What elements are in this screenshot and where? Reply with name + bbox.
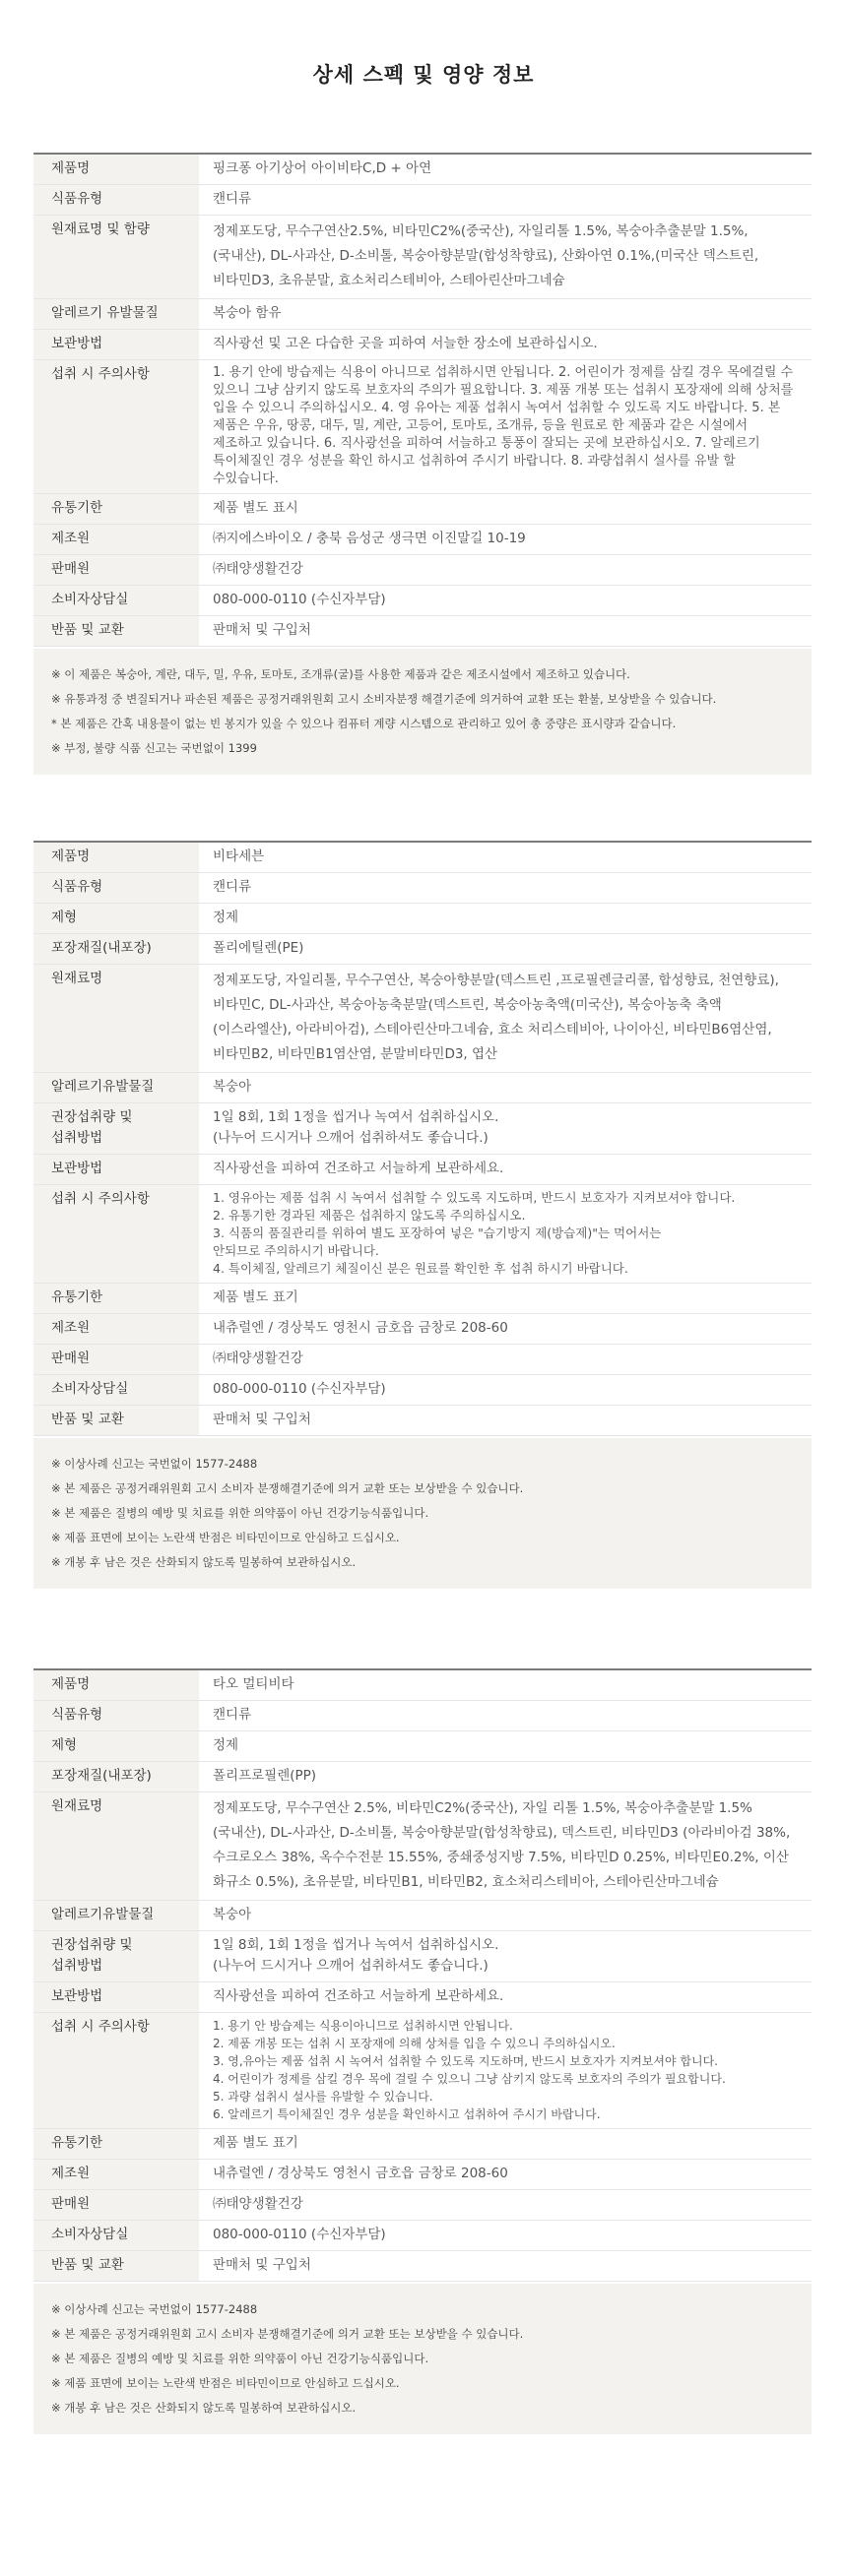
table-row — [33, 2013, 812, 2129]
note-line: ※ 개봉 후 남은 것은 산화되지 않도록 밀봉하여 보관하십시오. — [51, 2401, 357, 2415]
row-label: 제조원 — [33, 1314, 199, 1345]
notes-box — [33, 1438, 812, 1589]
row-value: 1일 8회, 1회 1정을 씹거나 녹여서 섭취하십시오. (나누어 드시거나 으깨어 섭취하셔도 좋습니다.) — [199, 1931, 812, 1982]
table-row — [33, 299, 812, 330]
table-row — [33, 216, 812, 299]
row-value: 복숭아 — [199, 1073, 812, 1103]
table-row — [33, 1931, 812, 1982]
notes-box — [33, 649, 812, 775]
row-label: 제품명 — [33, 1669, 199, 1701]
table-row — [33, 360, 812, 494]
row-label: 포장재질(내포장) — [33, 934, 199, 965]
row-label: 식품유형 — [33, 185, 199, 216]
spec-section-3 — [33, 1668, 812, 2434]
row-label: 알레르기 유발물질 — [33, 299, 199, 330]
row-value: 캔디류 — [199, 873, 812, 904]
row-value: 판매처 및 구입처 — [199, 1406, 812, 1436]
table-row — [33, 2129, 812, 2160]
note-line: ※ 본 제품은 질병의 예방 및 치료를 위한 의약품이 아닌 건강기능식품입니다. — [51, 2352, 429, 2365]
table-row — [33, 154, 812, 185]
note-line: ※ 제품 표면에 보이는 노란색 반점은 비타민이므로 안심하고 드십시오. — [51, 2376, 400, 2390]
row-label: 반품 및 교환 — [33, 1406, 199, 1436]
row-label: 원재료명 및 함량 — [33, 216, 199, 299]
table-row — [33, 1314, 812, 1345]
row-label: 제조원 — [33, 525, 199, 555]
row-value: 내츄럴엔 / 경상북도 영천시 금호읍 금창로 208-60 — [199, 1314, 812, 1345]
row-label: 유통기한 — [33, 494, 199, 525]
spec-table — [33, 153, 812, 647]
row-label: 보관방법 — [33, 330, 199, 360]
row-value: 1. 용기 안 방습제는 식용이아니므로 섭취하시면 안됩니다. 2. 제품 개봉 또는 섭취 시 포장재에 의해 상처를 입을 수 있으니 주의하십시오. 3. 영,유아는 제품 섭취 시 녹여서 섭취할 수 있도록 지도하며, 반드시 보호자가 지켜보셔야 합니다. 4. 어린이가 정제를 삼킬 경우 목에 걸릴 수 있으니 그냥 삼키지 않도록 보호자의 주의가 필요합니다. 5. 과량 섭취시 설사를 유발할 수 있습니다. 6. 알레르기 특이체질인 경우 성분을 확인하시고 섭취하여 주시기 바랍니다. — [199, 2013, 812, 2129]
table-row — [33, 586, 812, 616]
row-value: ㈜태양생활건강 — [199, 2190, 812, 2221]
table-row — [33, 1731, 812, 1762]
table-row — [33, 1762, 812, 1792]
row-value: 정제포도당, 무수구연산 2.5%, 비타민C2%(중국산), 자일 리톨 1.5%, 복숭아추출분말 1.5%(국내산), DL-사과산, D-소비톨, 복숭아향분말(합성착향료), 덱스트린, 비타민D3 (아라비아검 38%, 수크로오스 38%, 옥수수전분 15.55%, 중쇄중성지방 7.5%, 비타민D 0.25%, 비타민E0.2%, 이산 화규소 0.5%), 초유분말, 비타민B1, 비타민B2, 효소처리스테비아, 스테아린산마그네슘 — [199, 1792, 812, 1901]
row-value: 정제포도당, 무수구연산2.5%, 비타민C2%(중국산), 자일리톨 1.5%, 복숭아추출분말 1.5%, (국내산), DL-사과산, D-소비톨, 복숭아향분말(합성착향료), 산화아연 0.1%,(미국산 덱스트린, 비타민D3, 초유분말, 효소처리스테비아, 스테아린산마그네슘 — [199, 216, 812, 299]
table-row — [33, 1406, 812, 1436]
row-label: 판매원 — [33, 1345, 199, 1375]
row-label: 유통기한 — [33, 2129, 199, 2160]
note-line: ※ 유통과정 중 변질되거나 파손된 제품은 공정거래위원회 고시 소비자분쟁 해결기준에 의거하여 교환 또는 환불, 보상받을 수 있습니다. — [51, 692, 717, 706]
row-value: 캔디류 — [199, 185, 812, 216]
row-value: 핑크퐁 아기상어 아이비타C,D + 아연 — [199, 154, 812, 185]
row-value: 제품 별도 표기 — [199, 1284, 812, 1314]
table-row — [33, 1792, 812, 1901]
notes-box — [33, 2284, 812, 2434]
row-value: 제품 별도 표기 — [199, 2129, 812, 2160]
table-row — [33, 1375, 812, 1406]
spec-section-2 — [33, 841, 812, 1589]
spec-table — [33, 1668, 812, 2282]
row-label: 소비자상담실 — [33, 2221, 199, 2251]
row-label: 식품유형 — [33, 1701, 199, 1731]
row-label: 제품명 — [33, 154, 199, 185]
row-value: 1. 영유아는 제품 섭취 시 녹여서 섭취할 수 있도록 지도하며, 반드시 보호자가 지켜보셔야 합니다. 2. 유통기한 경과된 제품은 섭취하지 않도록 주의하십시오. 3. 식품의 품질관리를 위하여 별도 포장하여 넣은 "습기방지 제(방습제)"는 먹어서는 안되므로 주의하시기 바랍니다. 4. 특이체질, 알레르기 체질이신 분은 원료를 확인한 후 섭취 하시기 바랍니다. — [199, 1185, 812, 1284]
row-label: 알레르기유발물질 — [33, 1073, 199, 1103]
row-label: 소비자상담실 — [33, 586, 199, 616]
row-label: 판매원 — [33, 2190, 199, 2221]
table-row — [33, 1982, 812, 2013]
table-row — [33, 1669, 812, 1701]
row-value: ㈜태양생활건강 — [199, 1345, 812, 1375]
row-label: 섭취 시 주의사항 — [33, 360, 199, 494]
row-value: 080-000-0110 (수신자부담) — [199, 2221, 812, 2251]
note-line: ※ 본 제품은 공정거래위원회 고시 소비자 분쟁해결기준에 의거 교환 또는 보상받을 수 있습니다. — [51, 1481, 524, 1495]
row-label: 보관방법 — [33, 1155, 199, 1185]
row-value: 정제 — [199, 904, 812, 934]
row-label: 보관방법 — [33, 1982, 199, 2013]
table-row — [33, 1073, 812, 1103]
row-label: 섭취 시 주의사항 — [33, 2013, 199, 2129]
table-row — [33, 2251, 812, 2282]
note-line: ※ 부정, 불량 식품 신고는 국번없이 1399 — [51, 741, 257, 755]
row-label: 식품유형 — [33, 873, 199, 904]
table-row — [33, 1185, 812, 1284]
row-value: 복숭아 — [199, 1901, 812, 1931]
note-line: ※ 이 제품은 복숭아, 계란, 대두, 밀, 우유, 토마토, 조개류(굴)를 사용한 제품과 같은 제조시설에서 제조하고 있습니다. — [51, 667, 630, 681]
row-label: 원재료명 — [33, 1792, 199, 1901]
row-value: 080-000-0110 (수신자부담) — [199, 586, 812, 616]
row-value: 080-000-0110 (수신자부담) — [199, 1375, 812, 1406]
table-row — [33, 934, 812, 965]
row-value: 직사광선을 피하여 건조하고 서늘하게 보관하세요. — [199, 1155, 812, 1185]
row-label: 포장재질(내포장) — [33, 1762, 199, 1792]
row-label: 원재료명 — [33, 965, 199, 1073]
table-row — [33, 1701, 812, 1731]
table-row — [33, 494, 812, 525]
row-label: 반품 및 교환 — [33, 2251, 199, 2282]
table-row — [33, 842, 812, 873]
row-value: 폴리프로필렌(PP) — [199, 1762, 812, 1792]
row-value: 내츄럴엔 / 경상북도 영천시 금호읍 금창로 208-60 — [199, 2160, 812, 2190]
row-value: 1일 8회, 1회 1정을 씹거나 녹여서 섭취하십시오. (나누어 드시거나 으깨어 섭취하셔도 좋습니다.) — [199, 1103, 812, 1155]
row-value: 판매처 및 구입처 — [199, 616, 812, 647]
table-row — [33, 904, 812, 934]
table-row — [33, 965, 812, 1073]
row-value: 캔디류 — [199, 1701, 812, 1731]
table-row — [33, 525, 812, 555]
note-line: ※ 이상사례 신고는 국번없이 1577-2488 — [51, 1457, 258, 1471]
row-label: 알레르기유발물질 — [33, 1901, 199, 1931]
table-row — [33, 555, 812, 586]
row-label: 섭취 시 주의사항 — [33, 1185, 199, 1284]
row-label: 권장섭취량 및 섭취방법 — [33, 1103, 199, 1155]
row-label: 반품 및 교환 — [33, 616, 199, 647]
table-row — [33, 1345, 812, 1375]
row-label: 제품명 — [33, 842, 199, 873]
note-line: ※ 이상사례 신고는 국번없이 1577-2488 — [51, 2302, 258, 2316]
row-value: 판매처 및 구입처 — [199, 2251, 812, 2282]
row-label: 판매원 — [33, 555, 199, 586]
page-title: 상세 스펙 및 영양 정보 — [312, 63, 535, 87]
spec-table — [33, 841, 812, 1436]
row-value: 복숭아 함유 — [199, 299, 812, 330]
note-line: ※ 개봉 후 남은 것은 산화되지 않도록 밀봉하여 보관하십시오. — [51, 1555, 357, 1569]
row-label: 유통기한 — [33, 1284, 199, 1314]
row-value: 폴리에틸렌(PE) — [199, 934, 812, 965]
table-row — [33, 330, 812, 360]
table-row — [33, 1901, 812, 1931]
row-value: 정제포도당, 자일리톨, 무수구연산, 복숭아향분말(덱스트린 ,프로필렌글리콜, 합성향료, 천연향료), 비타민C, DL-사과산, 복숭아농축분말(덱스트린, 복숭아농축액(미국산), 복숭아농축 축액(이스라엘산), 아라비아검), 스테아린산마그네슘, 효소 처리스테비아, 나이아신, 비타민B6염산염, 비타민B2, 비타민B1염산염, 분말비타민D3, 엽산 — [199, 965, 812, 1073]
note-line: * 본 제품은 간혹 내용물이 없는 빈 봉지가 있을 수 있으나 컴퓨터 계량 시스템으로 관리하고 있어 총 중량은 표시량과 같습니다. — [51, 717, 677, 730]
row-value: ㈜지에스바이오 / 충북 음성군 생극면 이진말길 10-19 — [199, 525, 812, 555]
note-line: ※ 본 제품은 질병의 예방 및 치료를 위한 의약품이 아닌 건강기능식품입니다. — [51, 1506, 429, 1520]
row-value: 비타세븐 — [199, 842, 812, 873]
table-row — [33, 1284, 812, 1314]
row-value: 제품 별도 표시 — [199, 494, 812, 525]
note-line: ※ 제품 표면에 보이는 노란색 반점은 비타민이므로 안심하고 드십시오. — [51, 1531, 400, 1544]
spec-section-1 — [33, 153, 812, 775]
table-row — [33, 2221, 812, 2251]
table-row — [33, 1155, 812, 1185]
table-row — [33, 185, 812, 216]
row-label: 소비자상담실 — [33, 1375, 199, 1406]
row-value: 타오 멀티비타 — [199, 1669, 812, 1701]
table-row — [33, 616, 812, 647]
note-line: ※ 본 제품은 공정거래위원회 고시 소비자 분쟁해결기준에 의거 교환 또는 보상받을 수 있습니다. — [51, 2327, 524, 2341]
row-label: 제형 — [33, 904, 199, 934]
row-label: 제형 — [33, 1731, 199, 1762]
table-row — [33, 1103, 812, 1155]
row-value: 직사광선을 피하여 건조하고 서늘하게 보관하세요. — [199, 1982, 812, 2013]
row-value: 1. 용기 안에 방습제는 식용이 아니므로 섭취하시면 안됩니다. 2. 어린이가 정제를 삼킬 경우 목에걸릴 수 있으니 그냥 삼키지 않도록 보호자의 주의가 필요합니다. 3. 제품 개봉 또는 섭취시 포장재에 의해 상처를 입을 수 있으니 주의하십시오. 4. 영 유아는 제품 섭취시 녹여서 섭취할 수 있도록 지도 바랍니다. 5. 본 제품은 우유, 땅콩, 대두, 밀, 계란, 고등어, 토마토, 조개류, 등을 원료로 한 제품과 같은 시설에서 제조하고 있습니다. 6. 직사광선을 피하여 서늘하고 통풍이 잘되는 곳에 보관하십시오. 7. 알레르기 특이체질인 경우 성분을 확인 하시고 섭취하여 주시기 바랍니다. 8. 과량섭취시 설사를 유발 할 수있습니다. — [199, 360, 812, 494]
row-value: 정제 — [199, 1731, 812, 1762]
row-label: 권장섭취량 및 섭취방법 — [33, 1931, 199, 1982]
row-value: ㈜태양생활건강 — [199, 555, 812, 586]
row-value: 직사광선 및 고온 다습한 곳을 피하여 서늘한 장소에 보관하십시오. — [199, 330, 812, 360]
row-label: 제조원 — [33, 2160, 199, 2190]
table-row — [33, 873, 812, 904]
table-row — [33, 2160, 812, 2190]
table-row — [33, 2190, 812, 2221]
